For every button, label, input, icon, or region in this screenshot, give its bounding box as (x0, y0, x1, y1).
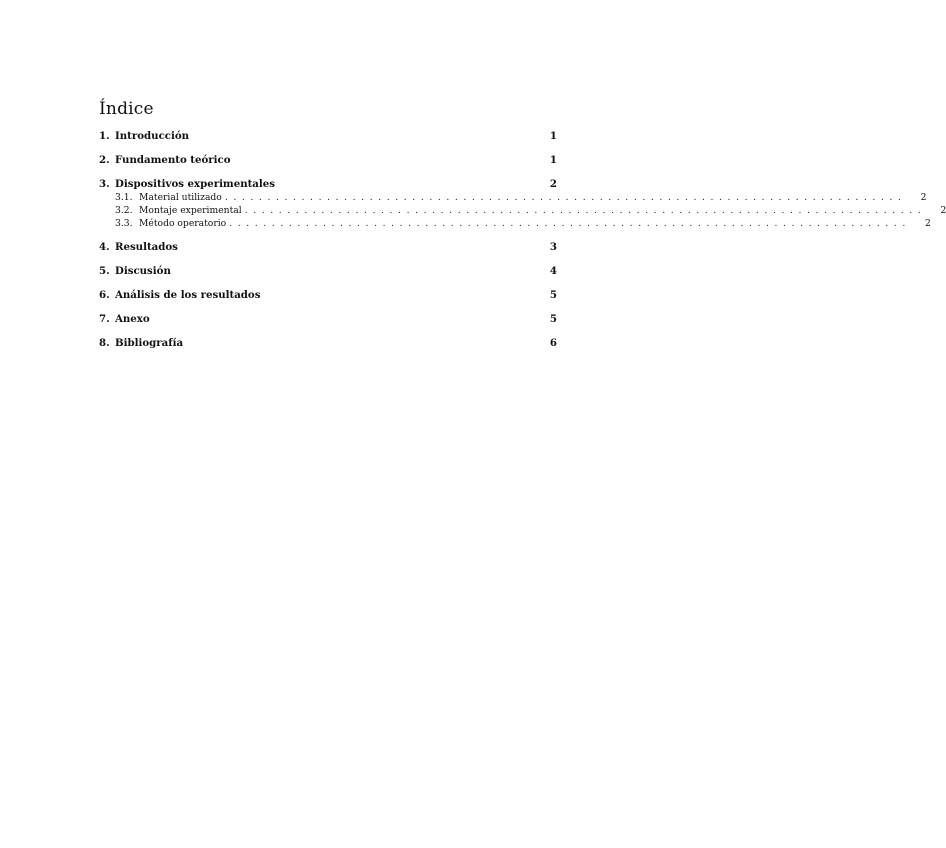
toc-entry-label: Bibliografía (115, 337, 184, 349)
toc-dot-leader: ................................................................................ (244, 205, 927, 216)
toc-dot-leader: ................................................................................ (224, 192, 907, 203)
toc-entry[interactable] (99, 153, 557, 167)
toc-entry-number: 8. (99, 337, 110, 349)
toc-section (99, 153, 557, 167)
toc-entry-number: 2. (99, 154, 110, 166)
toc-entry-page: 4 (549, 265, 557, 277)
toc-entry-page: 1 (549, 130, 557, 142)
toc-dot-leader: ................................................................................ (229, 218, 911, 229)
toc-entry-label: Discusión (115, 265, 171, 277)
toc-entry[interactable] (99, 288, 557, 302)
toc-entry-label: Anexo (115, 313, 150, 325)
toc-subentry-page: 2 (925, 218, 931, 229)
toc-entry-page: 6 (549, 337, 557, 349)
toc-entry-page: 2 (549, 178, 557, 190)
toc-entry[interactable] (99, 240, 557, 254)
toc-subentry[interactable] (99, 191, 927, 204)
toc-subentry-number: 3.3. (115, 218, 133, 229)
toc-subentry-label: Material utilizado (139, 192, 222, 203)
toc-entry[interactable] (99, 177, 557, 191)
toc-entry-label: Dispositivos experimentales (115, 178, 275, 190)
toc-entry[interactable] (99, 264, 557, 278)
toc-entry-number: 4. (99, 241, 110, 253)
toc-subentry-number: 3.2. (115, 205, 133, 216)
toc-entry-label: Resultados (115, 241, 178, 253)
toc-section (99, 312, 557, 326)
toc-section (99, 336, 557, 350)
toc-subentry-label: Montaje experimental (139, 205, 242, 216)
toc-subentry-page: 2 (920, 192, 927, 203)
toc-entry-number: 7. (99, 313, 110, 325)
toc-entry-number: 6. (99, 289, 110, 301)
toc-entry-label: Análisis de los resultados (115, 289, 261, 301)
toc-entry-page: 5 (549, 313, 557, 325)
toc-entry[interactable] (99, 129, 557, 143)
toc-subentry[interactable] (99, 204, 946, 217)
toc-list (99, 129, 946, 350)
toc-title: Índice (99, 99, 154, 119)
toc-entry[interactable] (99, 312, 557, 326)
table-of-contents (99, 98, 946, 350)
toc-entry-page: 5 (549, 289, 557, 301)
toc-section (99, 177, 946, 230)
toc-entry-number: 5. (99, 265, 110, 277)
toc-entry-number: 1. (99, 130, 110, 142)
toc-section (99, 129, 557, 143)
toc-subentry-page: 2 (940, 205, 946, 216)
toc-entry[interactable] (99, 336, 557, 350)
toc-entry-label: Fundamento teórico (115, 154, 231, 166)
toc-section (99, 264, 557, 278)
toc-entry-page: 3 (549, 241, 557, 253)
toc-subentry[interactable] (99, 217, 931, 230)
toc-entry-number: 3. (99, 178, 110, 190)
toc-subentry-label: Método operatorio (139, 218, 227, 229)
toc-section (99, 288, 557, 302)
toc-entry-page: 1 (549, 154, 557, 166)
toc-entry-label: Introducción (115, 130, 190, 142)
toc-section (99, 240, 557, 254)
toc-subentry-number: 3.1. (115, 192, 133, 203)
